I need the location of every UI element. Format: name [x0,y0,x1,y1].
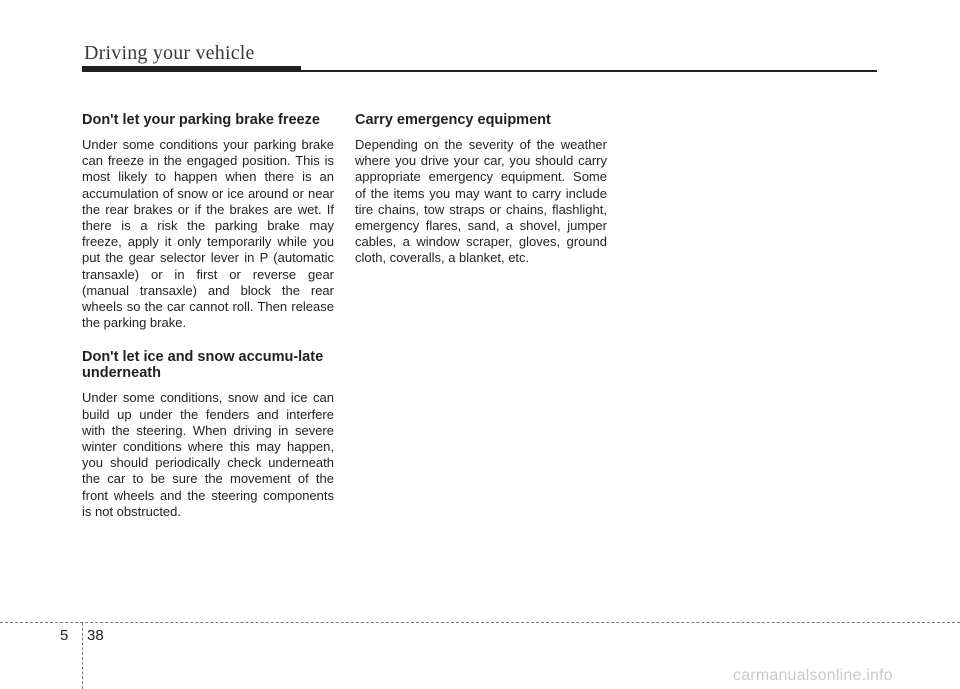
header-rule-thin [301,70,877,72]
right-column [355,112,607,267]
ice-snow-heading: Don't let ice and snow accumu-late underneath [82,349,324,382]
chapter-number: 5 [60,627,69,644]
page-number: 38 [87,627,104,644]
emergency-equipment-heading: Carry emergency equipment [355,112,551,128]
emergency-equipment-body: Depending on the severity of the weather where you drive your car, you should carry appropriate emergency equipment. Some of the items you may want to carry include tire chains, tow straps or chains, flashlight, emergency flares, sand, a shovel, jumper cables, a window scraper, gloves, ground cloth, coveralls, a blanket, etc. [355,137,607,266]
left-column [82,112,334,520]
section-title: Driving your vehicle [84,42,255,64]
parking-brake-body: Under some conditions your parking brake can freeze in the engaged position. This is most likely to happen when there is an accumulation of snow or ice around or near the rear brakes or if the brakes are wet. If there is a risk the parking brake may freeze, apply it only temporarily while you put the gear selector lever in P (automatic transaxle) or in first or reverse gear (manual transaxle) and block the rear wheels so the car cannot roll. Then release the parking brake. [82,137,334,331]
emergency-equipment-section [355,112,607,267]
parking-brake-heading: Don't let your parking brake freeze [82,112,320,128]
footer-rule [0,622,960,623]
footer-divider [82,623,83,689]
ice-snow-section [82,349,334,520]
ice-snow-body: Under some conditions, snow and ice can build up under the fenders and interfere with the steering. When driving in severe winter conditions where this may happen, you should periodically check underneath the car to be sure the movement of the front wheels and the steering components is not obstructed. [82,390,334,519]
parking-brake-section [82,112,334,331]
watermark: carmanualsonline.info [733,667,893,684]
header-rule-thick [82,66,301,72]
